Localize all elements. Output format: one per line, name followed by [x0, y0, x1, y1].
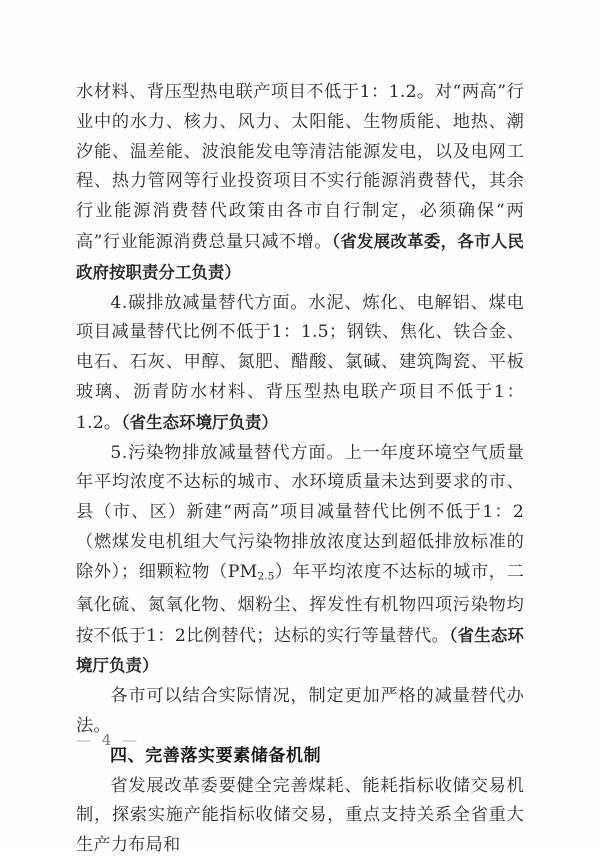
paragraph-text-after-pm: ）年平均浓度不达标的城市，二氧化硫、氮氧化物、烟粉尘、挥发性有机物四项污染物均按不低于1：2比例替代；达标的实行等量替代。 — [76, 561, 524, 646]
paragraph-text: 省发展改革委要健全完善煤耗、能耗指标收储交易机制，探索实施产能指标收储交易，重点支持关系全省重大生产力布局和 — [76, 775, 524, 856]
list-number: 5. — [110, 442, 128, 463]
pm-subscript: 2.5 — [257, 569, 275, 583]
heading-section-four: 四、完善落实要素储备机制 — [110, 745, 322, 766]
paragraph-text: 各市可以结合实际情况，制定更加严格的减量替代办法。 — [76, 686, 524, 737]
paragraph-item-4-carbon — [76, 289, 524, 439]
page-number-dash-left: — — [76, 731, 94, 749]
responsibility-note: （省生态环境厅负责） — [76, 625, 524, 676]
page-number-dash-right: — — [122, 731, 141, 749]
responsibility-note: （省生态环境厅负责） — [121, 412, 279, 432]
responsibility-note: （省发展改革委，各市人民政府按职责分工负责） — [76, 231, 524, 282]
paragraph-text-before-pm: 污染物排放减量替代方面。上一年度环境空气质量年平均浓度不达标的城市、水环境质量未达到要求的市、县（市、区）新建“两高”项目减量替代比例不低于1：2（燃煤发电机组大气污染物排放浓度达到超低排放标准的除外）；细颗粒物（PM — [76, 442, 524, 582]
page-number-digit: 4 — [101, 731, 115, 749]
paragraph-text: 碳排放减量替代方面。水泥、炼化、电解铝、煤电项目减量替代比例不低于1：1.5；钢铁、焦化、铁合金、电石、石灰、甲醇、氮肥、醋酸、氯碱、建筑陶瓷、平板玻璃、沥青防水材料、背压型热电联产项目不低于1：1.2。 — [76, 292, 524, 433]
paragraph-item-5-pollutant — [76, 439, 524, 683]
paragraph-text: 水材料、背压型热电联产项目不低于1：1.2。对“两高”行业中的水力、核力、风力、太阳能、生物质能、地热、潮汐能、温差能、波浪能发电等清洁能源发电，以及电网工程、热力管网等行业投资项目不实行能源消费替代，其余行业能源消费替代政策由各市自行制定，必须确保“两高”行业能源消费总量只减不增。 — [76, 82, 524, 252]
list-number: 4. — [110, 292, 128, 313]
page-number — [76, 731, 276, 749]
paragraph-continued-energy-substitution — [76, 78, 524, 289]
